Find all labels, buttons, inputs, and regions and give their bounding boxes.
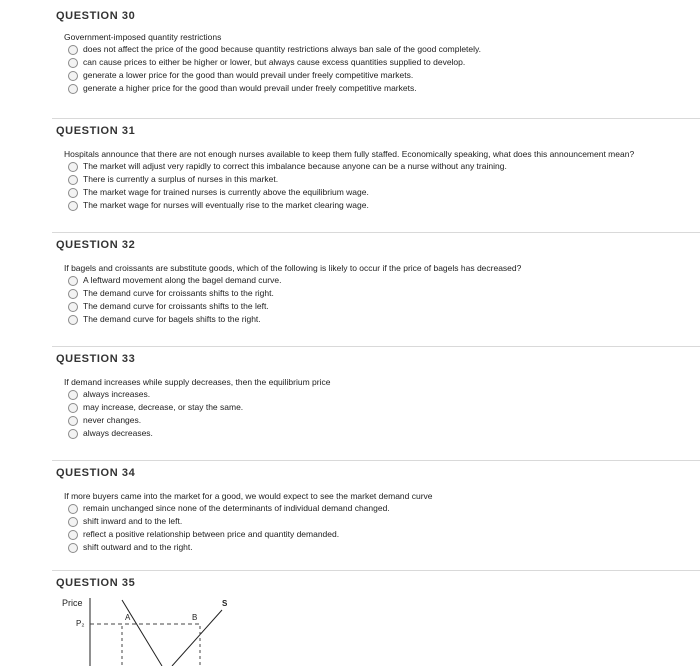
radio-button[interactable] xyxy=(68,517,78,527)
radio-button[interactable] xyxy=(68,543,78,553)
radio-button[interactable] xyxy=(68,530,78,540)
answer-option-label: always decreases. xyxy=(83,428,153,438)
answer-option-label: There is currently a surplus of nurses in this market. xyxy=(83,174,279,184)
answer-option[interactable] xyxy=(68,82,700,95)
answer-option[interactable] xyxy=(68,186,700,199)
graph-demand-curve xyxy=(122,600,162,666)
answer-option[interactable] xyxy=(68,313,700,326)
answer-option-label: shift outward and to the right. xyxy=(83,542,193,552)
radio-button[interactable] xyxy=(68,276,78,286)
answer-option[interactable] xyxy=(68,274,700,287)
answer-options xyxy=(68,43,700,95)
answer-options xyxy=(68,274,700,326)
radio-button[interactable] xyxy=(68,71,78,81)
graph-point-a-label: A xyxy=(125,613,131,622)
radio-button[interactable] xyxy=(68,315,78,325)
answer-option-label: shift inward and to the left. xyxy=(83,516,183,526)
radio-button[interactable] xyxy=(68,302,78,312)
answer-option[interactable] xyxy=(68,43,700,56)
radio-button[interactable] xyxy=(68,416,78,426)
radio-button[interactable] xyxy=(68,175,78,185)
graph-point-b-label: B xyxy=(192,613,198,622)
answer-option-label: The demand curve for croissants shifts to the left. xyxy=(83,301,269,311)
supply-demand-graph xyxy=(62,592,262,666)
answer-option[interactable] xyxy=(68,401,700,414)
question-30 xyxy=(52,0,700,118)
answer-option-label: The market wage for trained nurses is currently above the equilibrium wage. xyxy=(83,187,369,197)
radio-button[interactable] xyxy=(68,390,78,400)
question-header: QUESTION 35 xyxy=(56,577,136,589)
answer-option[interactable] xyxy=(68,528,700,541)
answer-option[interactable] xyxy=(68,287,700,300)
answer-option[interactable] xyxy=(68,199,700,212)
answer-option-label: can cause prices to either be higher or lower, but always cause excess quantities supplied to develop. xyxy=(83,57,466,67)
question-32 xyxy=(52,232,700,347)
graph-supply-label: S xyxy=(222,599,228,608)
answer-option[interactable] xyxy=(68,160,700,173)
answer-option-label: reflect a positive relationship between price and quantity demanded. xyxy=(83,529,340,539)
answer-option[interactable] xyxy=(68,69,700,82)
radio-button[interactable] xyxy=(68,58,78,68)
question-header: QUESTION 30 xyxy=(56,10,136,22)
radio-button[interactable] xyxy=(68,201,78,211)
radio-button[interactable] xyxy=(68,289,78,299)
answer-option[interactable] xyxy=(68,502,700,515)
answer-option-label: always increases. xyxy=(83,389,151,399)
radio-button[interactable] xyxy=(68,504,78,514)
question-header: QUESTION 31 xyxy=(56,125,136,137)
answer-option-label: generate a higher price for the good than would prevail under freely competitive markets. xyxy=(83,83,417,93)
graph-y-axis-label: Price xyxy=(62,598,83,608)
answer-option[interactable] xyxy=(68,300,700,313)
answer-option-label: may increase, decrease, or stay the same. xyxy=(83,402,244,412)
question-prompt: If more buyers came into the market for a good, we would expect to see the market demand curve xyxy=(64,491,433,501)
answer-option-label: remain unchanged since none of the determinants of individual demand changed. xyxy=(83,503,390,513)
answer-option-label: never changes. xyxy=(83,415,142,425)
question-header: QUESTION 34 xyxy=(56,467,136,479)
question-34 xyxy=(52,460,700,571)
answer-options xyxy=(68,388,700,440)
answer-option[interactable] xyxy=(68,427,700,440)
radio-button[interactable] xyxy=(68,429,78,439)
answer-option[interactable] xyxy=(68,414,700,427)
answer-option-label: The demand curve for croissants shifts to the right. xyxy=(83,288,274,298)
question-31 xyxy=(52,118,700,233)
answer-option[interactable] xyxy=(68,56,700,69)
answer-option-label: A leftward movement along the bagel demand curve. xyxy=(83,275,282,285)
graph-price-label: P₂ xyxy=(76,619,85,628)
question-prompt: Government-imposed quantity restrictions xyxy=(64,32,222,42)
question-prompt: If demand increases while supply decreases, then the equilibrium price xyxy=(64,377,331,387)
answer-option[interactable] xyxy=(68,173,700,186)
answer-options xyxy=(68,160,700,212)
question-33 xyxy=(52,346,700,461)
question-header: QUESTION 33 xyxy=(56,353,136,365)
answer-option[interactable] xyxy=(68,541,700,554)
answer-option-label: generate a lower price for the good than would prevail under freely competitive markets. xyxy=(83,70,414,80)
radio-button[interactable] xyxy=(68,162,78,172)
radio-button[interactable] xyxy=(68,188,78,198)
radio-button[interactable] xyxy=(68,45,78,55)
question-prompt: Hospitals announce that there are not enough nurses available to keep them fully staffed. Economically speaking, what does this announcement mean? xyxy=(64,149,635,159)
answer-options xyxy=(68,502,700,554)
answer-option-label: does not affect the price of the good because quantity restrictions always ban sale of the good completely. xyxy=(83,44,482,54)
answer-option-label: The market will adjust very rapidly to correct this imbalance because anyone can be a nurse without any training. xyxy=(83,161,507,171)
answer-option-label: The demand curve for bagels shifts to the right. xyxy=(83,314,261,324)
question-prompt: If bagels and croissants are substitute goods, which of the following is likely to occur if the price of bagels has decreased? xyxy=(64,263,522,273)
radio-button[interactable] xyxy=(68,84,78,94)
radio-button[interactable] xyxy=(68,403,78,413)
question-header: QUESTION 32 xyxy=(56,239,136,251)
answer-option[interactable] xyxy=(68,388,700,401)
answer-option-label: The market wage for nurses will eventually rise to the market clearing wage. xyxy=(83,200,369,210)
answer-option[interactable] xyxy=(68,515,700,528)
